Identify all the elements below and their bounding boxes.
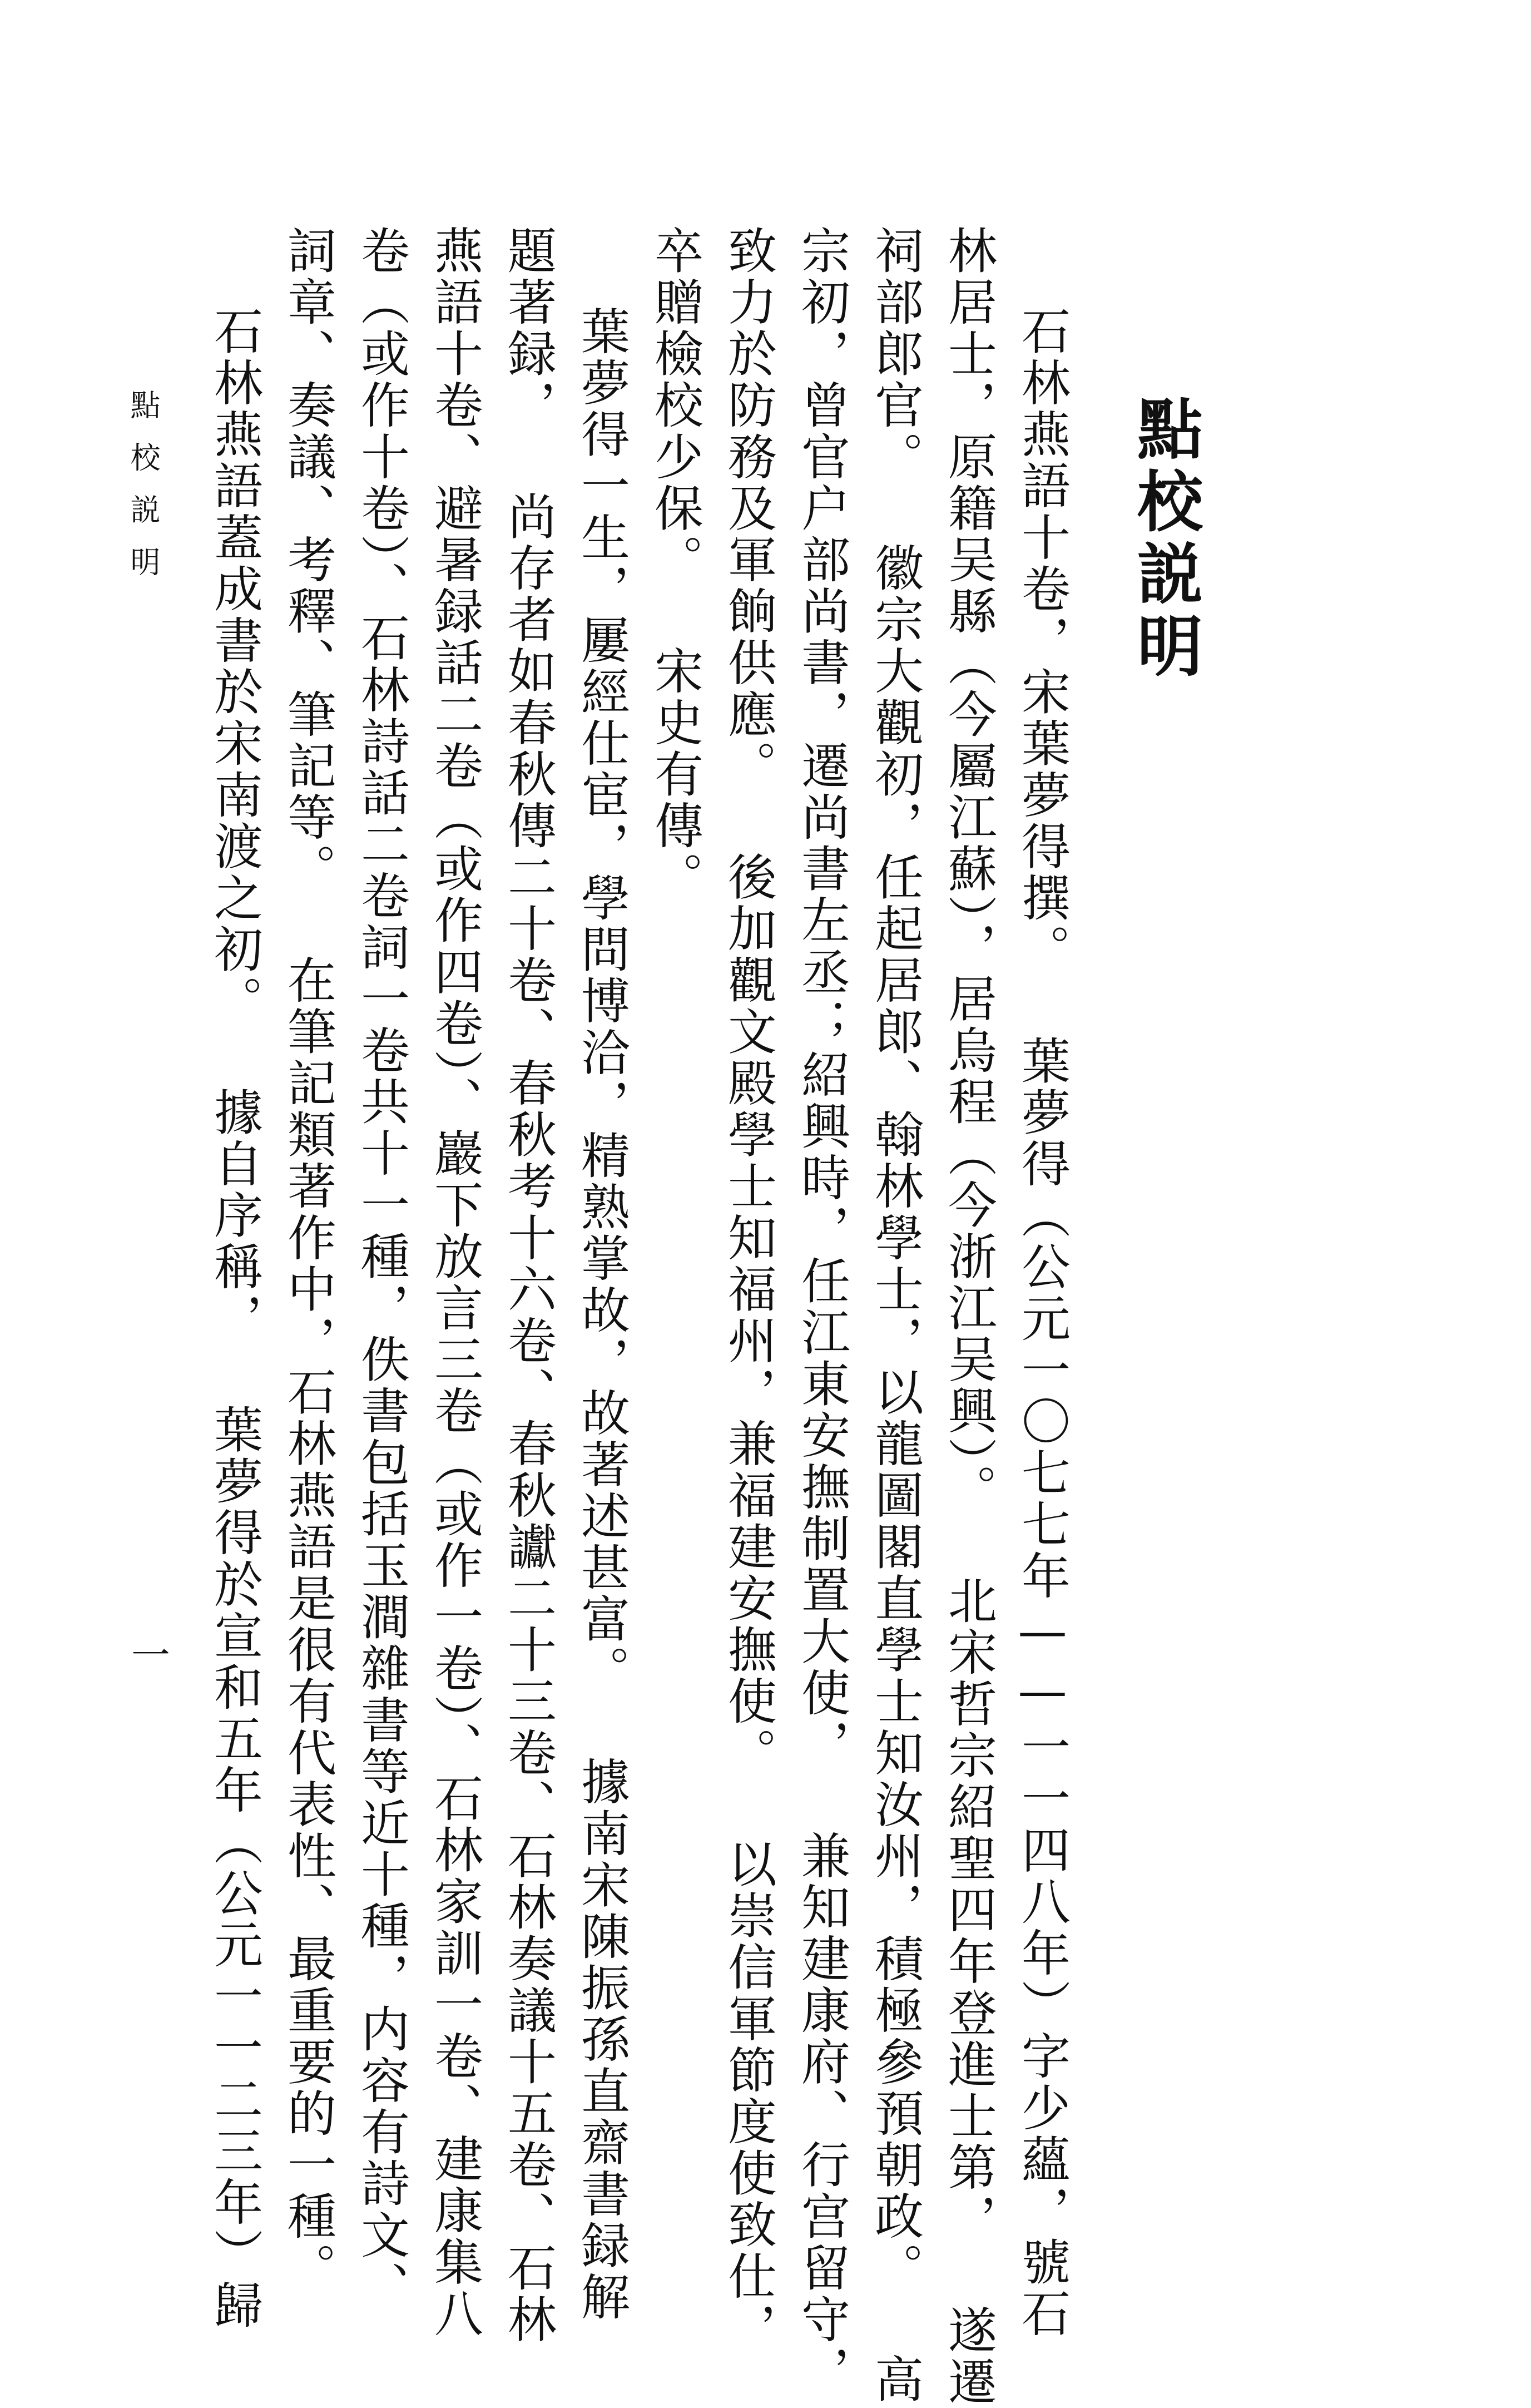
text-column-3: 祠部郎官。 徽宗大觀初，任起居郎、翰林學士，以龍圖閣直學士知汝州，積極參預朝政。 高 <box>867 225 924 2406</box>
text-column-10: 卷（或作十卷）、石林詩話二卷詞一卷共十一種，佚書包括玉澗雜書等近十種，内容有詩文、 <box>353 225 410 2313</box>
text-column-1: 石林燕語十卷，宋葉夢得撰。 葉夢得（公元一〇七七年——一一四八年）字少蘊，號石 <box>1014 306 1071 2340</box>
text-column-2: 林居士，原籍吴縣（今屬江蘇），居烏程（今浙江吴興）。 北宋哲宗紹聖四年登進士第， 遂遷 <box>940 225 998 2408</box>
text-column-9: 燕語十卷、避暑録話二卷（或作四卷）、巖下放言三卷（或作一卷）、石林家訓一卷、建康集八 <box>427 225 484 2340</box>
text-column-4: 宗初，曾官户部尚書，遷尚書左丞；紹興時，任江東安撫制置大使， 兼知建康府、行宫留守， <box>794 225 851 2397</box>
text-column-8: 題著録， 尚存者如春秋傳二十卷、春秋考十六卷、春秋讞二十三卷、石林奏議十五卷、石林 <box>500 225 557 2346</box>
page-number: 一 <box>131 1633 170 1678</box>
page-title: 點校説明 <box>1126 395 1203 684</box>
text-column-5: 致力於防務及軍餉供應。 後加觀文殿學士知福州，兼福建安撫使。 以崇信軍節度使致仕， <box>720 225 777 2354</box>
text-column-7: 葉夢得一生，屢經仕宦，學問博洽，精熟掌故，故著述甚富。 據南宋陳振孫直齋書録解 <box>573 306 631 2323</box>
running-head: 點校説明 <box>126 389 161 599</box>
text-column-6: 卒贈檢校少保。 宋史有傳。 <box>647 225 704 903</box>
text-column-12: 石林燕語蓋成書於宋南渡之初。 據自序稱， 葉夢得於宣和五年（公元一一二三年）歸 <box>206 306 264 2332</box>
text-column-11: 詞章、奏議、考釋、筆記等。 在筆記類著作中，石林燕語是很有代表性、最重要的一種。 <box>280 225 337 2294</box>
